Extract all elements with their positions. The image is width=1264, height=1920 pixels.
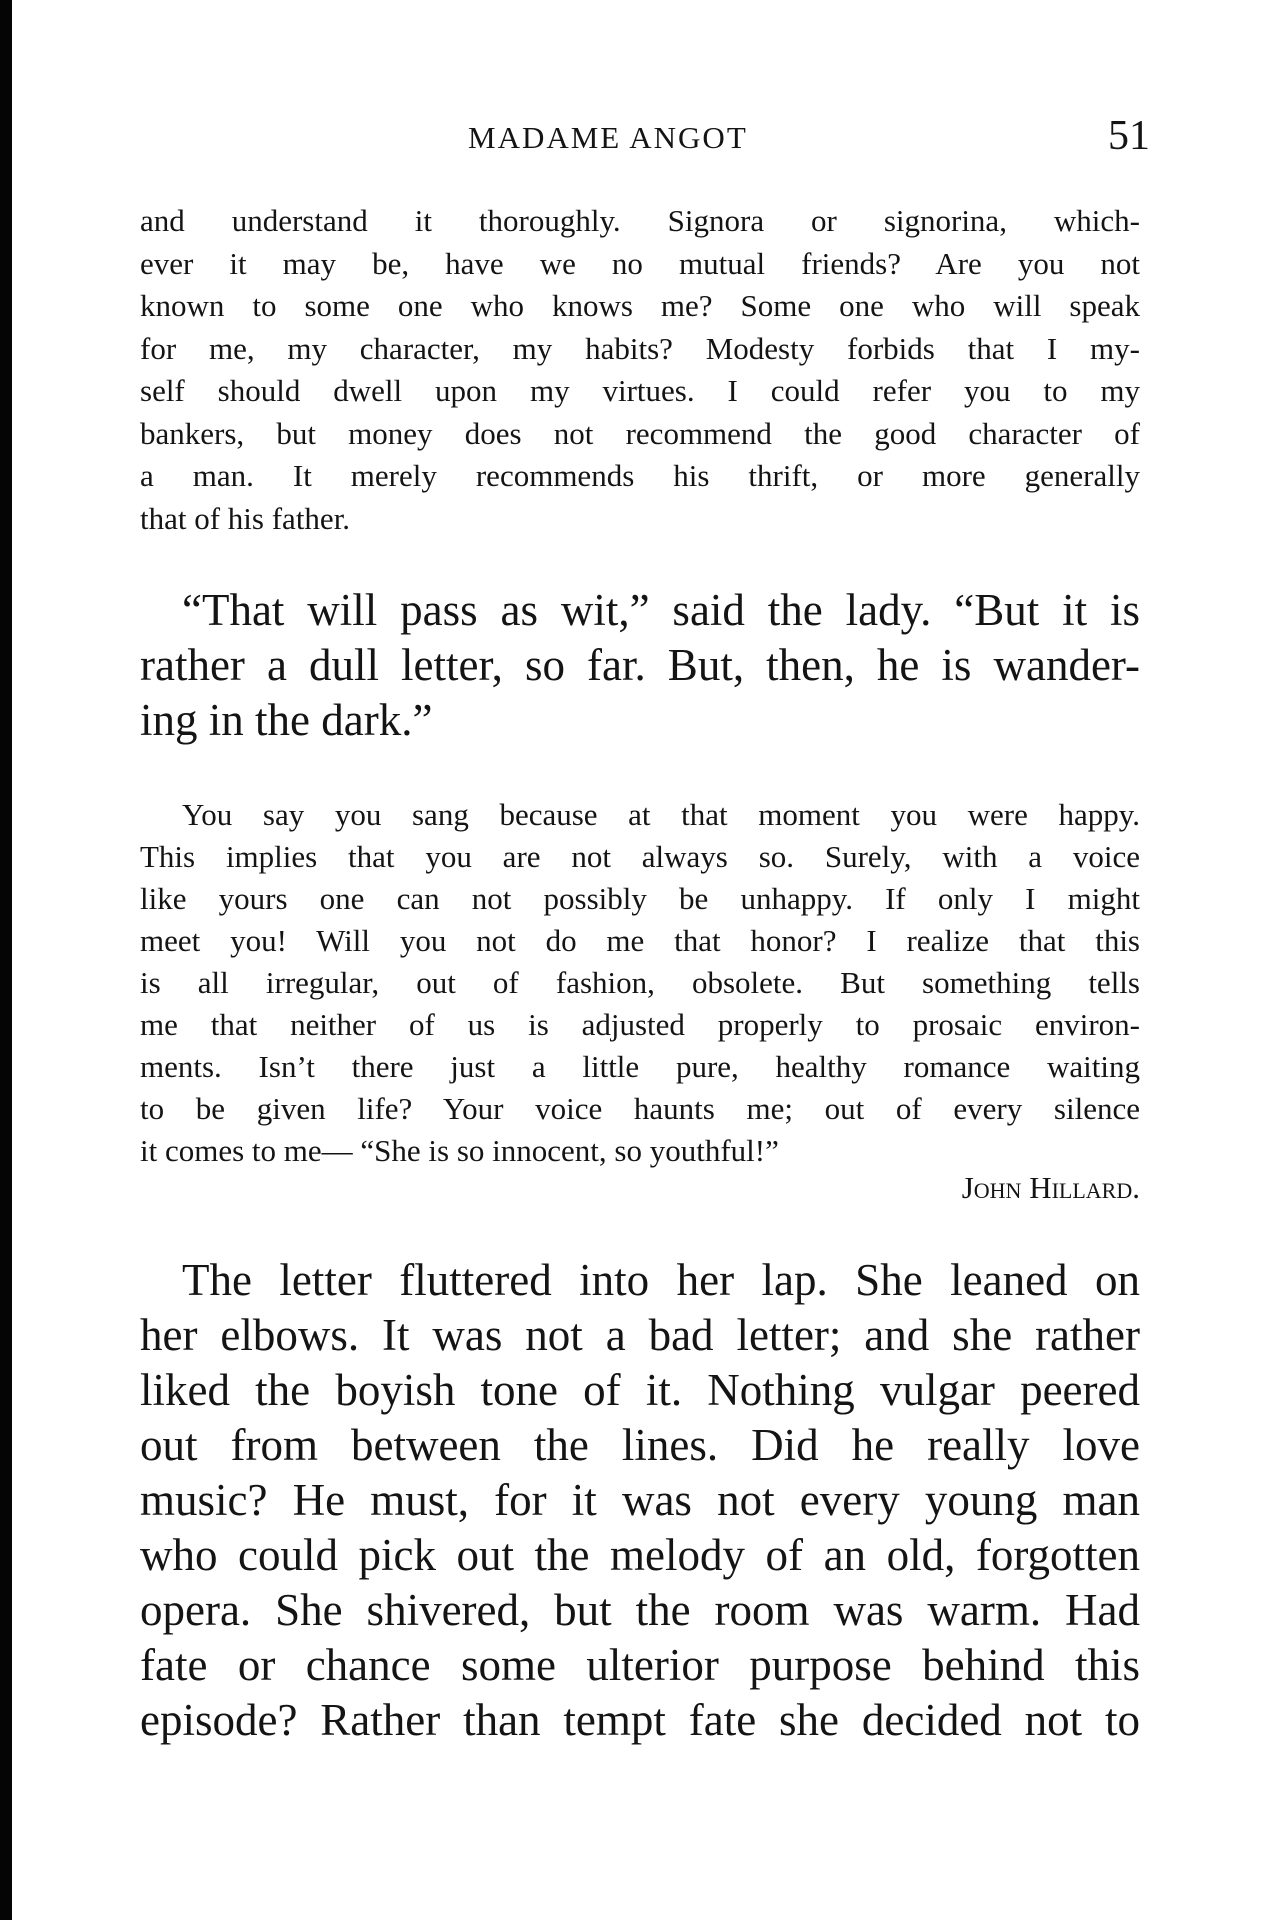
text-line: fate or chance some ulterior purpose behind this: [140, 1640, 1140, 1690]
text-line: and understand it thoroughly. Signora or signorina, which-: [140, 203, 1140, 238]
text-line: is all irregular, out of fashion, obsolete. But something tells: [140, 965, 1140, 1000]
running-header: [140, 112, 1150, 162]
text-line: rather a dull letter, so far. But, then, he is wander-: [140, 640, 1140, 690]
text-line: a man. It merely recommends his thrift, or more generally: [140, 458, 1140, 493]
text-line: like yours one can not possibly be unhappy. If only I might: [140, 881, 1140, 916]
text-line: music? He must, for it was not every young man: [140, 1475, 1140, 1525]
running-title: MADAME ANGOT: [468, 120, 748, 155]
page-number: 51: [1108, 113, 1150, 159]
text-line: ever it may be, have we no mutual friends? Are you not: [140, 245, 1140, 281]
letter-signature: [140, 1170, 1140, 1206]
text-line: opera. She shivered, but the room was warm. Had: [140, 1585, 1140, 1635]
text-line: that of his father.: [140, 500, 351, 536]
text-line: bankers, but money does not recommend the good character of: [140, 415, 1140, 451]
quoted-letter-part-2: [140, 794, 1140, 1172]
text-line: “That will pass as wit,” said the lady. “But it is: [182, 585, 1140, 635]
text-line: who could pick out the melody of an old, forgotten: [140, 1530, 1140, 1580]
text-line: ments. Isn’t there just a little pure, healthy romance waiting: [140, 1049, 1140, 1084]
narrative-paragraph-2: [140, 1253, 1140, 1748]
text-line: episode? Rather than tempt fate she decided not to: [140, 1695, 1140, 1745]
text-line: out from between the lines. Did he really love: [140, 1420, 1140, 1470]
text-line: meet you! Will you not do me that honor? I realize that this: [140, 923, 1140, 958]
text-line: to be given life? Your voice haunts me; out of every silence: [140, 1091, 1140, 1126]
text-line: liked the boyish tone of it. Nothing vulgar peered: [140, 1365, 1140, 1415]
text-line: me that neither of us is adjusted properly to prosaic environ-: [140, 1007, 1140, 1042]
signature-name: John Hillard.: [961, 1170, 1140, 1205]
text-line: her elbows. It was not a bad letter; and she rather: [140, 1310, 1140, 1360]
text-line: known to some one who knows me? Some one who will speak: [140, 288, 1140, 323]
text-line: it comes to me— “She is so innocent, so youthful!”: [140, 1133, 779, 1168]
quoted-letter-part-1: [140, 200, 1140, 540]
text-line: This implies that you are not always so. Surely, with a voice: [140, 839, 1140, 874]
text-line: The letter fluttered into her lap. She leaned on: [182, 1255, 1140, 1305]
text-line: self should dwell upon my virtues. I could refer you to my: [140, 373, 1140, 408]
text-line: You say you sang because at that moment you were happy.: [182, 797, 1140, 832]
narrative-paragraph-1: [140, 583, 1140, 748]
text-line: for me, my character, my habits? Modesty forbids that I my-: [140, 330, 1140, 366]
text-line: ing in the dark.”: [140, 695, 433, 745]
